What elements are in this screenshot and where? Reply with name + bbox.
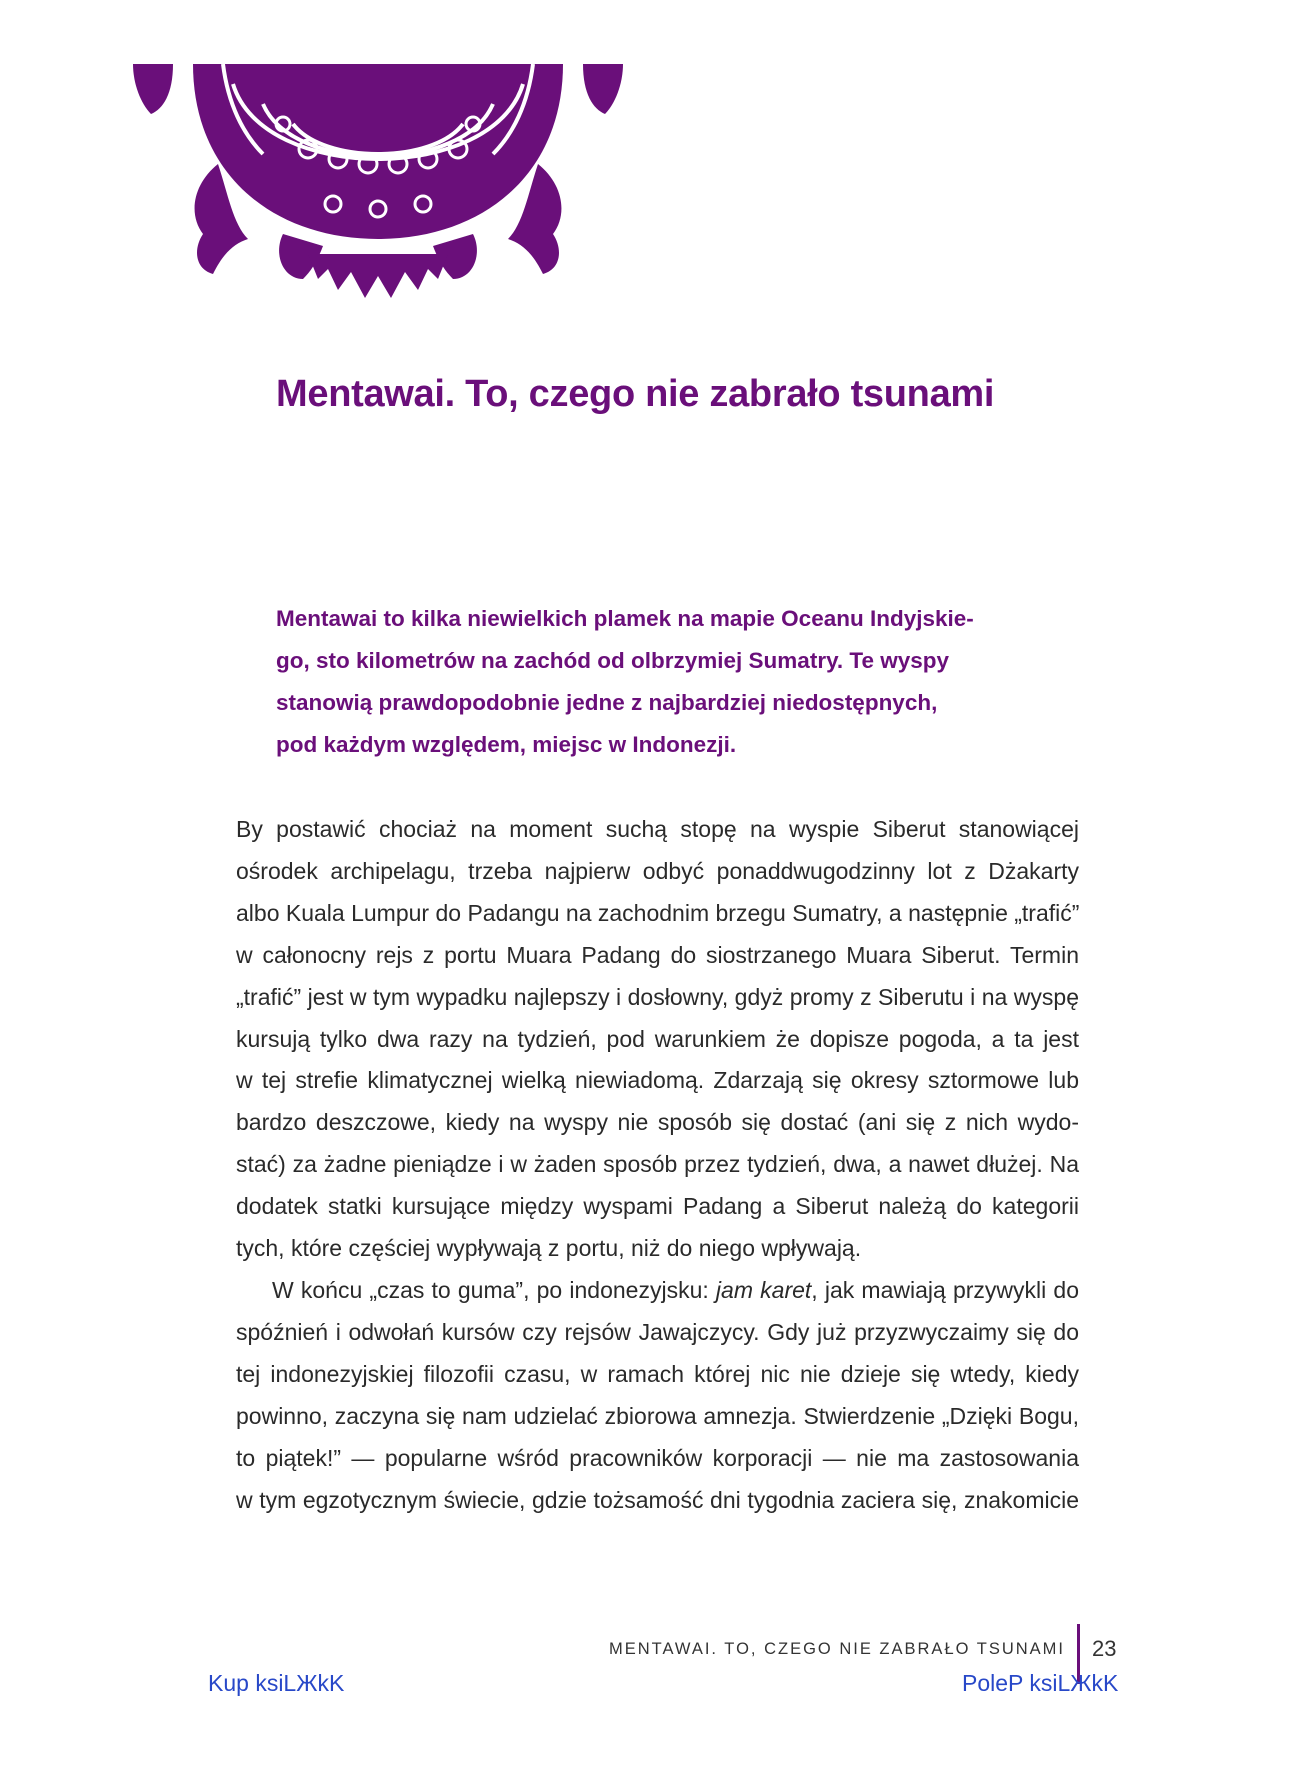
body-line: stać) za żadne pieniądze i w żaden sposób przez tydzień, dwa, a nawet dłużej. Na bbox=[236, 1151, 1079, 1178]
body-line: powinno, zaczyna się nam udzielać zbiorowa amnezja. Stwierdzenie „Dzięki Bogu, bbox=[236, 1402, 1079, 1429]
buy-book-link[interactable]: Kup ksiLЖkK bbox=[208, 1670, 345, 1696]
body-text bbox=[236, 809, 1079, 1521]
body-line-indented bbox=[236, 1270, 1079, 1312]
running-head: MENTAWAI. TO, CZEGO NIE ZABRAŁO TSUNAMI bbox=[608, 1640, 1065, 1658]
lead-line: go, sto kilometrów na zachód od olbrzymiej Sumatry. Te wyspy bbox=[276, 648, 950, 673]
body-line: By postawić chociaż na moment suchą stopę na wyspie Siberut stanowiącej bbox=[236, 816, 1079, 842]
body-line: to piątek!” — popularne wśród pracowników korporacji — nie ma zastosowania bbox=[236, 1444, 1079, 1471]
body-line: w tej strefie klimatycznej wielką niewiadomą. Zdarzają się okresy sztormowe lub bbox=[236, 1067, 1079, 1094]
body-line: tych, które częściej wypływają z portu, niż do niego wpływają. bbox=[236, 1235, 862, 1262]
recommend-book-link[interactable]: PoleP ksiLЖkK bbox=[962, 1670, 1119, 1696]
body-line: albo Kuala Lumpur do Padangu na zachodnim brzegu Sumatry, a następnie „trafić” bbox=[236, 899, 1080, 926]
lead-paragraph bbox=[276, 598, 1076, 766]
chapter-title: Mentawai. To, czego nie zabrało tsunami bbox=[276, 373, 995, 415]
text-run: W końcu „czas to guma”, po indonezyjsku: bbox=[272, 1276, 716, 1303]
decorative-ornament-icon bbox=[133, 64, 623, 300]
body-line: bardzo deszczowe, kiedy na wyspy nie sposób się dostać (ani się z nich wydo- bbox=[236, 1109, 1079, 1136]
page-number: 23 bbox=[1092, 1636, 1117, 1661]
lead-line: pod każdym względem, miejsc w Indonezji. bbox=[276, 732, 737, 757]
text-run: , jak mawiają przywykli do bbox=[811, 1276, 1079, 1303]
lead-line: Mentawai to kilka niewielkich plamek na mapie Oceanu Indyjskie- bbox=[276, 606, 974, 631]
body-line: ośrodek archipelagu, trzeba najpierw odbyć ponaddwugodzinny lot z Dżakarty bbox=[236, 857, 1079, 884]
lead-line: stanowią prawdopodobnie jedne z najbardziej niedostępnych, bbox=[276, 690, 938, 715]
body-line: w całonocny rejs z portu Muara Padang do siostrzanego Muara Siberut. Termin bbox=[236, 941, 1079, 968]
body-line: spóźnień i odwołań kursów czy rejsów Jawajczycy. Gdy już przyzwyczaimy się do bbox=[236, 1318, 1079, 1345]
body-line: tej indonezyjskiej filozofii czasu, w ramach której nic nie dzieje się wtedy, kiedy bbox=[236, 1360, 1079, 1387]
body-line: w tym egzotycznym świecie, gdzie tożsamość dni tygodnia zaciera się, znakomicie bbox=[236, 1486, 1079, 1513]
body-line: dodatek statki kursujące między wyspami Padang a Siberut należą do kategorii bbox=[236, 1193, 1079, 1220]
italic-phrase: jam karet bbox=[715, 1276, 812, 1303]
body-line: „trafić” jest w tym wypadku najlepszy i dosłowny, gdyż promy z Siberutu i na wyspę bbox=[236, 983, 1079, 1010]
body-line: kursują tylko dwa razy na tydzień, pod warunkiem że dopisze pogoda, a ta jest bbox=[236, 1025, 1079, 1052]
